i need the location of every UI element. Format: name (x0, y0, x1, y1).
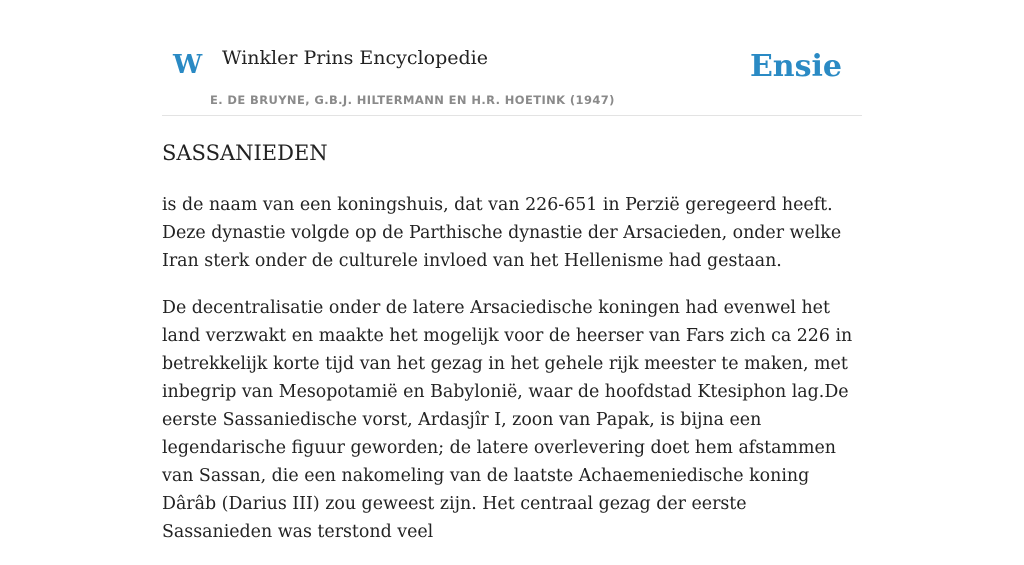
source-header (162, 40, 862, 116)
article-paragraph: De decentralisatie onder de latere Arsaciedische koningen had evenwel het land verzwakt en maakte het mogelijk voor de heerser van Fars zich ca 226 in betrekkelijk korte tijd van het gezag in het gehele rijk meester te maken, met inbegrip van Mesopotamië en Babylonië, waar de hoofdstad Ktesiphon lag.De eerste Sassaniedische vorst, Ardasjîr I, zoon van Papak, is bijna een legendarische figuur geworden; de latere overlevering doet hem afstammen van Sassan, die een nakomeling van de laatste Achaemeniedische koning Dârâb (Darius III) zou geweest zijn. Het centraal gezag der eerste Sassanieden was terstond veel (162, 298, 853, 543)
source-authors: E. DE BRUYNE, G.B.J. HILTERMANN EN H.R. HOETINK (1947) (210, 93, 615, 107)
source-title[interactable]: Winkler Prins Encyclopedie (222, 47, 488, 69)
ensie-logo[interactable]: Ensie (749, 49, 842, 84)
article (162, 140, 862, 565)
article-headword: SASSANIEDEN (162, 141, 328, 165)
article-paragraph: is de naam van een koningshuis, dat van 226-651 in Perzië geregeerd heeft. Deze dynastie volgde op de Parthische dynastie der Arsacieden, onder welke Iran sterk onder de culturele invloed van het Hellenisme had gestaan. (162, 195, 842, 272)
winkler-prins-logo[interactable]: W (173, 50, 203, 80)
